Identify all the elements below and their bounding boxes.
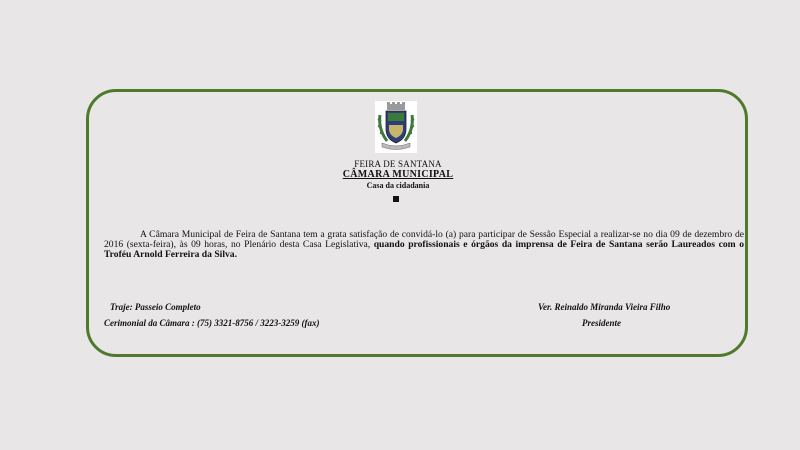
signatory-name: Ver. Reinaldo Miranda Vieira Filho xyxy=(538,302,671,312)
organization-motto: Casa da cidadania xyxy=(366,181,430,190)
invitation-text xyxy=(104,230,744,260)
bullet-square-icon xyxy=(393,196,399,202)
invitation-text-bold: quando profissionais e órgãos da imprensa de Feira de Santana serão Laureados com o Troféu Arnold Ferreira da Silva. xyxy=(104,239,744,260)
organization-name: CÂMARA MUNICIPAL xyxy=(342,169,454,180)
letterhead xyxy=(298,160,498,190)
coat-of-arms-icon xyxy=(375,101,417,153)
invitation-text-regular: A Câmara Municipal de Feira de Santana tem a grata satisfação de convidá-lo (a) para participar de Sessão Especial a realizar-se no dia 09 de dezembro de 2016 (sexta-feira), às 09 horas, no Plenário desta Casa Legislativa, xyxy=(104,229,744,250)
signatory-title: Presidente xyxy=(582,318,621,328)
dress-code: Traje: Passeio Completo xyxy=(110,302,201,312)
ceremonial-contact: Cerimonial da Câmara : (75) 3321-8756 / 3223-3259 (fax) xyxy=(104,318,320,328)
invitation-card xyxy=(86,89,748,357)
city-name: FEIRA DE SANTANA xyxy=(354,159,442,169)
